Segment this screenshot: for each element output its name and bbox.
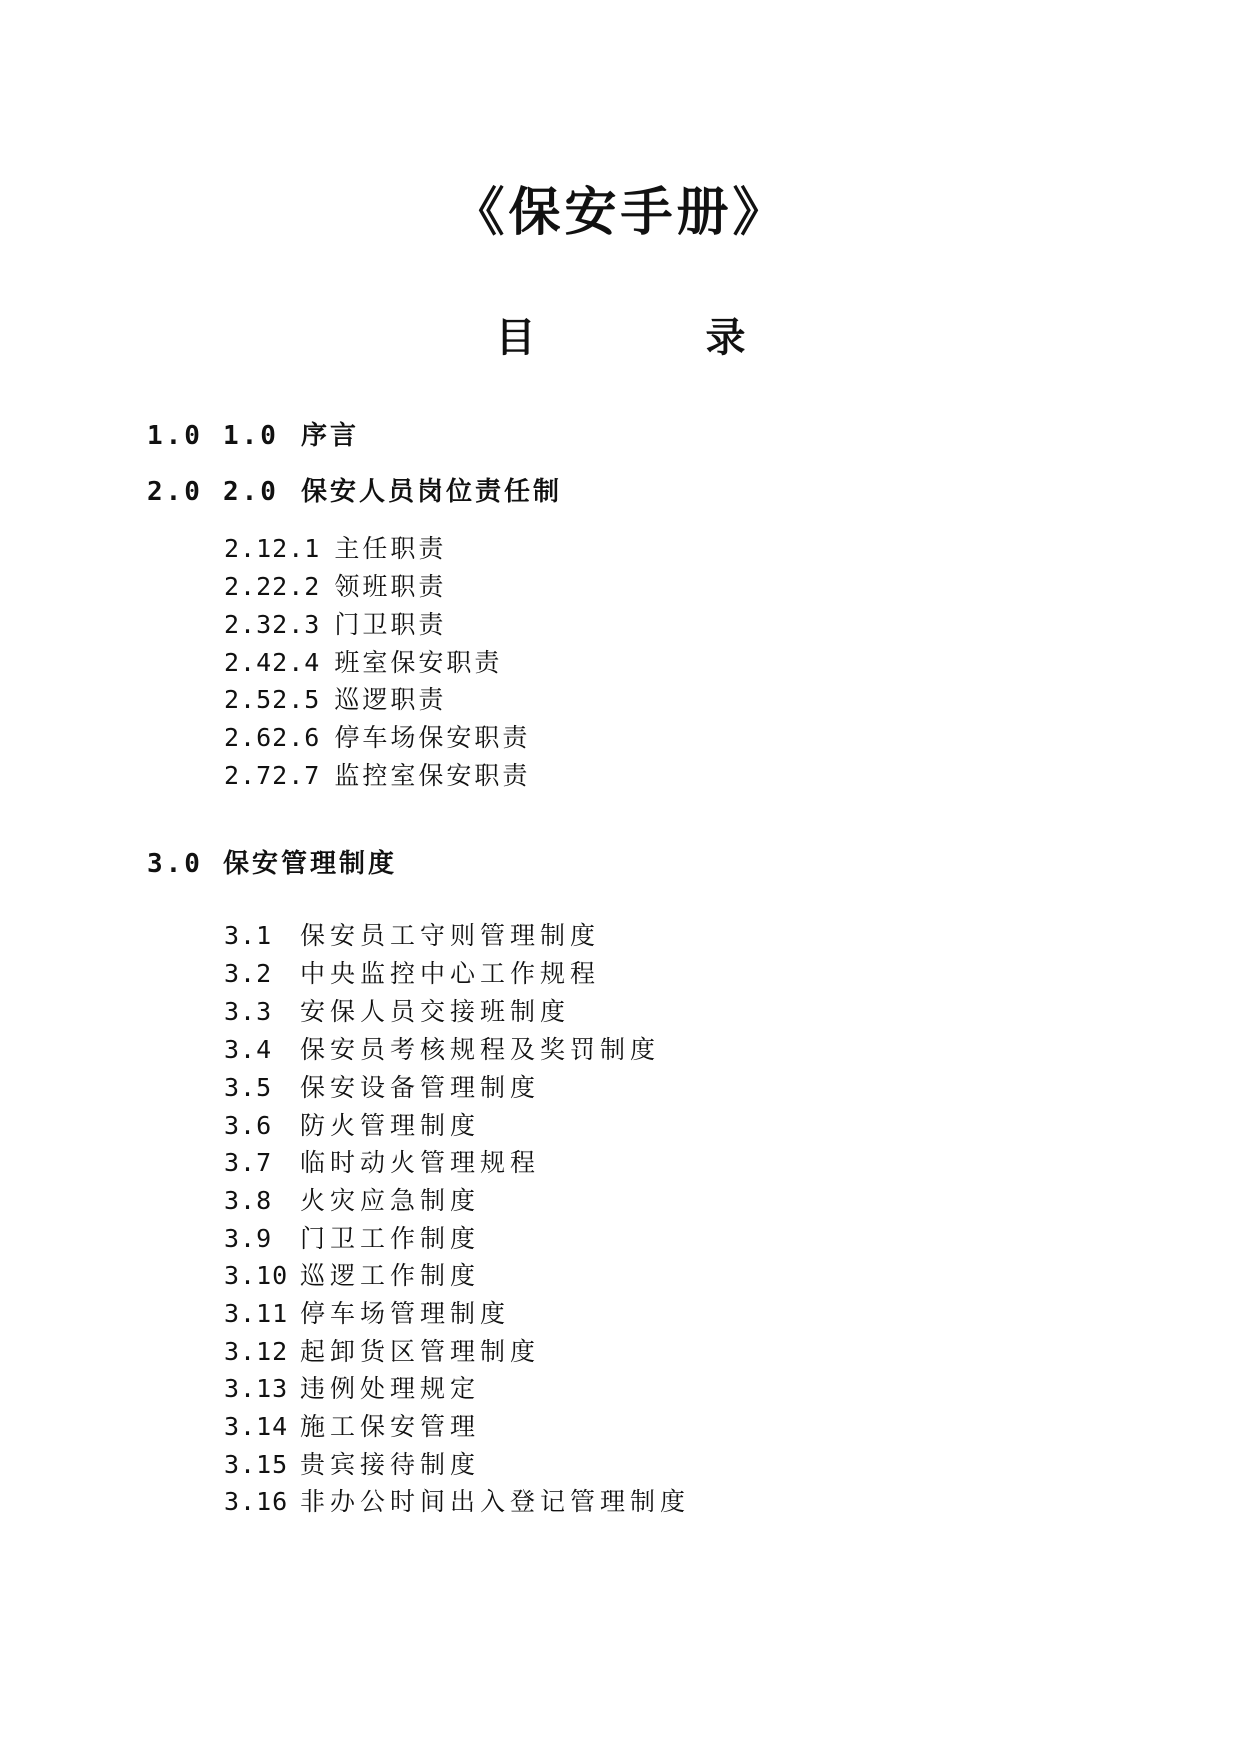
toc-item-title: 保安员考核规程及奖罚制度 (300, 1035, 661, 1064)
toc-heading-char-1: 目 (495, 314, 536, 361)
toc-section-number: 2.0 (223, 477, 279, 507)
toc-item-number: 3.5 (224, 1073, 273, 1102)
toc-section-3[interactable] (147, 846, 397, 882)
toc-item-number: 3.15 (224, 1450, 289, 1479)
toc-item-number: 3.11 (224, 1299, 289, 1328)
toc-item[interactable] (224, 1334, 540, 1370)
toc-item-number: 3.14 (224, 1412, 289, 1441)
toc-section-title: 保安管理制度 (223, 849, 398, 879)
toc-item-title: 保安设备管理制度 (300, 1073, 541, 1102)
toc-item[interactable] (224, 1447, 480, 1483)
toc-item-number: 3.1 (224, 921, 273, 950)
toc-item-number: 3.6 (224, 1111, 273, 1140)
toc-item-number: 3.4 (224, 1035, 273, 1064)
toc-item-title: 门卫工作制度 (300, 1224, 481, 1253)
toc-item-title: 临时动火管理规程 (300, 1148, 541, 1177)
toc-item-number: 3.7 (224, 1148, 273, 1177)
toc-item-number: 2.62.6 (224, 723, 321, 752)
toc-item-title: 火灾应急制度 (300, 1186, 481, 1215)
toc-item[interactable] (224, 1145, 540, 1181)
toc-item-number: 2.52.5 (224, 685, 321, 714)
toc-item-title: 巡逻工作制度 (300, 1261, 481, 1290)
toc-item-number: 3.2 (224, 959, 273, 988)
toc-item-title: 停车场管理制度 (300, 1299, 511, 1328)
toc-section-number: 1.0 (147, 421, 203, 451)
toc-item[interactable] (224, 1258, 480, 1294)
toc-item[interactable] (224, 758, 530, 794)
toc-section-number: 2.0 (147, 477, 203, 507)
toc-section-number: 3.0 (147, 849, 203, 879)
toc-item-number: 3.10 (224, 1261, 289, 1290)
document-title: 《保安手册》 (452, 182, 789, 243)
toc-item-title: 安保人员交接班制度 (300, 997, 571, 1026)
toc-item-title: 违例处理规定 (300, 1374, 481, 1403)
toc-item[interactable] (224, 1484, 690, 1520)
toc-item-number: 3.13 (224, 1374, 289, 1403)
toc-item[interactable] (224, 1296, 510, 1332)
toc-item[interactable] (224, 1371, 480, 1407)
toc-item[interactable] (224, 1409, 480, 1445)
toc-item[interactable] (224, 994, 570, 1030)
toc-item[interactable] (224, 1221, 480, 1257)
toc-item[interactable] (224, 1183, 480, 1219)
toc-item-number: 3.16 (224, 1487, 289, 1516)
toc-item-title: 监控室保安职责 (334, 761, 531, 790)
toc-heading-char-2: 录 (705, 314, 746, 361)
toc-section-title: 保安人员岗位责任制 (301, 477, 563, 507)
toc-item-title: 巡逻职责 (334, 685, 447, 714)
toc-item[interactable] (224, 607, 446, 643)
toc-item-title: 领班职责 (334, 572, 447, 601)
toc-item-number: 3.9 (224, 1224, 273, 1253)
toc-item[interactable] (224, 1032, 660, 1068)
toc-item-title: 中央监控中心工作规程 (300, 959, 601, 988)
toc-item-title: 非办公时间出入登记管理制度 (300, 1487, 691, 1516)
toc-section-title: 序言 (301, 421, 360, 451)
toc-item-title: 门卫职责 (334, 610, 447, 639)
toc-item-number: 3.3 (224, 997, 273, 1026)
toc-item[interactable] (224, 569, 446, 605)
toc-item-number: 2.22.2 (224, 572, 321, 601)
toc-item[interactable] (224, 1108, 480, 1144)
toc-section-number: 1.0 (223, 421, 279, 451)
toc-item-title: 班室保安职责 (334, 648, 503, 677)
toc-heading (0, 310, 1241, 366)
toc-item-title: 防火管理制度 (300, 1111, 481, 1140)
toc-item-number: 3.8 (224, 1186, 273, 1215)
toc-item[interactable] (224, 1070, 540, 1106)
toc-item-number: 3.12 (224, 1337, 289, 1366)
toc-item-title: 主任职责 (334, 534, 447, 563)
toc-item-title: 施工保安管理 (300, 1412, 481, 1441)
toc-item-title: 贵宾接待制度 (300, 1450, 481, 1479)
toc-section-1[interactable] (147, 418, 359, 454)
toc-item[interactable] (224, 720, 530, 756)
toc-item-title: 保安员工守则管理制度 (300, 921, 601, 950)
toc-item[interactable] (224, 682, 446, 718)
toc-item-number: 2.12.1 (224, 534, 321, 563)
toc-item-title: 起卸货区管理制度 (300, 1337, 541, 1366)
toc-item[interactable] (224, 918, 600, 954)
toc-item-number: 2.42.4 (224, 648, 321, 677)
toc-item-title: 停车场保安职责 (334, 723, 531, 752)
toc-item-number: 2.32.3 (224, 610, 321, 639)
toc-item[interactable] (224, 956, 600, 992)
toc-item-number: 2.72.7 (224, 761, 321, 790)
toc-item[interactable] (224, 531, 446, 567)
toc-section-2[interactable] (147, 474, 562, 510)
toc-item[interactable] (224, 645, 502, 681)
